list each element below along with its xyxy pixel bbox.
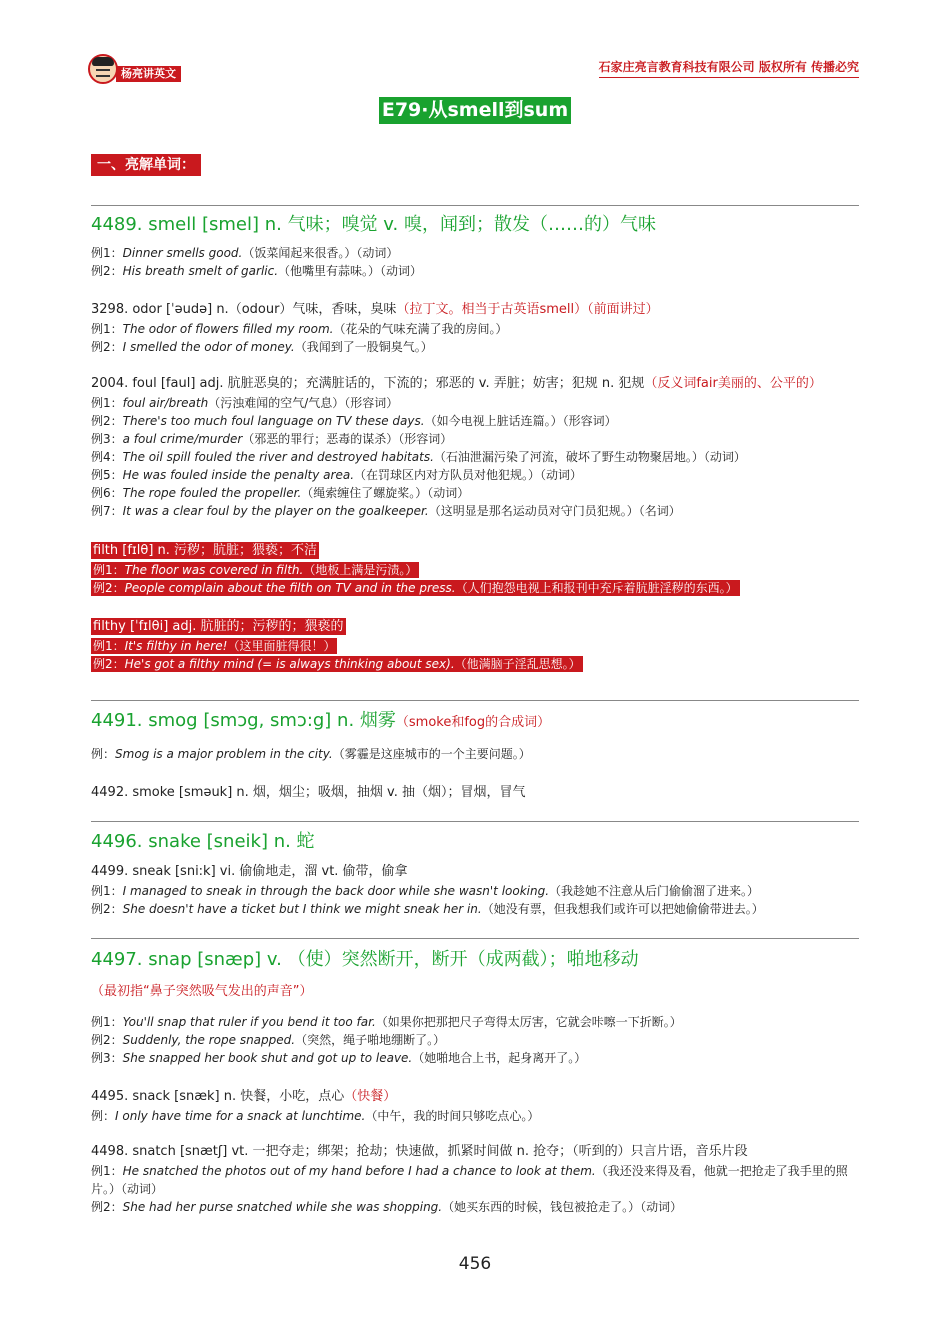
example: 例2：There's too much foul language on TV these days.（如今电视上脏话连篇。）（形容词） (91, 414, 617, 428)
example: 例1：Dinner smells good.（饭菜闻起来很香。）（动词） (91, 246, 399, 260)
avatar-icon (88, 54, 118, 84)
lesson-title: E79·从smell到sum (379, 97, 571, 124)
example: 例2：I smelled the odor of money.（我闻到了一股铜臭气。） (91, 340, 433, 354)
example: 例1：He snatched the photos out of my hand before I had a chance to look at them.（我还没来得及看，他就一把抢走了我手里的照片。）（动词） (91, 1164, 848, 1196)
entry-smell-head: 4489. smell [smel] n. 气味；嗅觉 v. 嗅，闻到；散发（……的）气味 (91, 214, 656, 235)
example: 例3：She snapped her book shut and got up to leave.（她啪地合上书，起身离开了。） (91, 1051, 587, 1065)
entry-snatch-head: 4498. snatch [snætʃ] vt. 一把夺走；绑架；抢劫；快速做，抓紧时间做 n. 抢夺；（听到的）只言片语，音乐片段 (91, 1144, 748, 1159)
example: 例1：It's filthy in here!（这里面脏得很！） (93, 639, 336, 653)
divider (91, 700, 859, 701)
example: 例1：The odor of flowers filled my room.（花朵的气味充满了我的房间。） (91, 322, 508, 336)
brand-logo (88, 54, 188, 90)
example: 例1：I managed to sneak in through the back door while she wasn't looking.（我趁她不注意从后门偷偷溜了进来。） (91, 884, 760, 898)
page-number: 456 (458, 1254, 492, 1274)
example: 例1：You'll snap that ruler if you bend it too far.（如果你把那把尺子弯得太厉害，它就会咔嚓一下折断。） (91, 1015, 682, 1029)
entry-filth (91, 540, 859, 597)
entry-smog-head: 4491. smog [smɔg, smɔ:g] n. 烟雾（smoke和fog的合成词） (91, 710, 551, 731)
foul-examples (91, 394, 859, 520)
example: 例5：He was fouled inside the penalty area.（在罚球区内对方队员对他犯规。）（动词） (91, 468, 583, 482)
example: 例2：She had her purse snatched while she was shopping.（她买东西的时候，钱包被抢走了。）（动词） (91, 1200, 683, 1214)
entry-filth-head: filth [fɪlθ] n. 污秽；肮脏；猥亵；不洁 (93, 543, 318, 558)
example: 例：Smog is a major problem in the city.（雾霾是这座城市的一个主要问题。） (91, 747, 531, 761)
entry-snake-head: 4496. snake [sneik] n. 蛇 (91, 831, 315, 852)
entry-odor-head: 3298. odor [ˈəudə] n.（odour）气味，香味，臭味（拉丁文。相当于古英语smell）（前面讲过） (91, 302, 659, 317)
section-heading: 一、亮解单词： (91, 154, 201, 176)
snap-examples (91, 1013, 859, 1067)
divider (91, 205, 859, 206)
entry-snap-head: 4497. snap [snæp] v. （使）突然断开，断开（成两截）；啪地移动（最初指“鼻子突然吸气发出的声音”） (91, 949, 639, 999)
example: 例7：It was a clear foul by the player on the goalkeeper.（这明显是那名运动员对守门员犯规。）（名词） (91, 504, 681, 518)
divider (91, 938, 859, 939)
example: 例2：People complain about the filth on TV and in the press.（人们抱怨电视上和报刊中充斥着肮脏淫秽的东西。） (93, 581, 738, 595)
example: 例：I only have time for a snack at lunchtime.（中午，我的时间只够吃点心。） (91, 1109, 540, 1123)
content (91, 196, 859, 1216)
entry-filthy-head: filthy [ˈfɪlθi] adj. 肮脏的；污秽的；猥亵的 (93, 619, 344, 634)
example: 例1：The floor was covered in filth.（地板上满是污渍。） (93, 563, 418, 577)
entry-filthy (91, 616, 859, 673)
example: 例1：foul air/breath（污浊难闻的空气/气息）（形容词） (91, 396, 399, 410)
logo-text: 杨亮讲英文 (116, 66, 181, 82)
example: 例4：The oil spill fouled the river and destroyed habitats.（石油泄漏污染了河流，破坏了野生动物聚居地。）（动词） (91, 450, 746, 464)
example: 例2：Suddenly, the rope snapped.（突然，绳子啪地绷断了。） (91, 1033, 446, 1047)
entry-snack-head: 4495. snack [snæk] n. 快餐，小吃，点心（快餐） (91, 1089, 397, 1104)
title-wrap (0, 97, 950, 124)
copyright-notice: 石家庄亮言教育科技有限公司 版权所有 传播必究 (599, 58, 859, 78)
example: 例2：She doesn't have a ticket but I think we might sneak her in.（她没有票，但我想我们或许可以把她偷偷带进去。） (91, 902, 764, 916)
entry-sneak-head: 4499. sneak [sni:k] vi. 偷偷地走，溜 vt. 偷带，偷拿 (91, 864, 408, 879)
example: 例3：a foul crime/murder（邪恶的罪行；恶毒的谋杀）（形容词） (91, 432, 453, 446)
example: 例2：He's got a filthy mind (= is always thinking about sex).（他满脑子淫乱思想。） (93, 657, 581, 671)
entry-smoke-head: 4492. smoke [sməuk] n. 烟，烟尘；吸烟，抽烟 v. 抽（烟）；冒烟，冒气 (91, 785, 526, 800)
example: 例6：The rope fouled the propeller.（绳索缠住了螺旋桨。）（动词） (91, 486, 470, 500)
entry-foul-head: 2004. foul [faul] adj. 肮脏恶臭的；充满脏话的，下流的；邪恶的 v. 弄脏；妨害；犯规 n. 犯规（反义词fair美丽的、公平的） (91, 376, 822, 391)
divider (91, 821, 859, 822)
example: 例2：His breath smelt of garlic.（他嘴里有蒜味。）（动词） (91, 264, 423, 278)
